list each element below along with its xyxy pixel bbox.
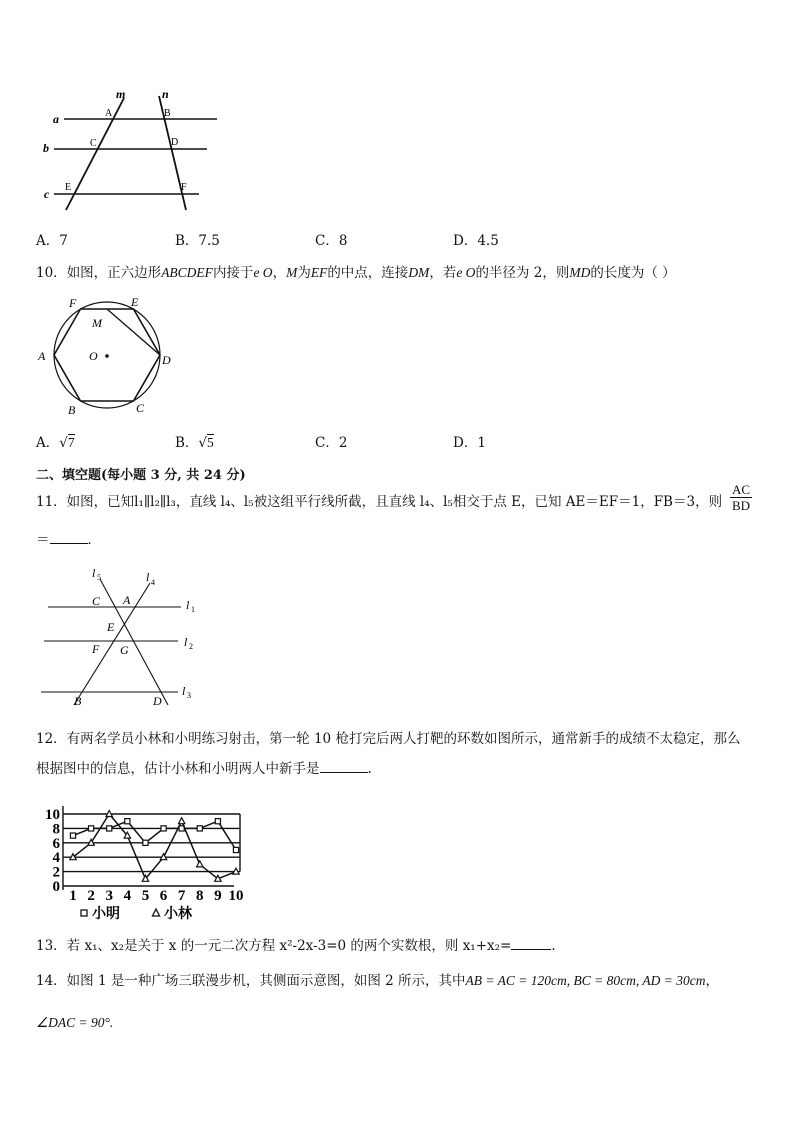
point-A: A (123, 593, 131, 607)
point-E: E (65, 182, 72, 193)
y-tick-label: 10 (45, 807, 60, 823)
legend-triangle-icon (153, 909, 160, 916)
q10-number: 10． (36, 265, 67, 281)
x-tick-label: 8 (196, 888, 204, 904)
center-dot-O (105, 354, 109, 358)
segment-DM (107, 309, 160, 355)
x-tick-label: 1 (69, 888, 77, 904)
label-a: a (53, 112, 59, 126)
label-b: b (43, 141, 49, 155)
point-marker-square (143, 840, 148, 845)
point-marker-square (107, 826, 112, 831)
point-B: B (74, 694, 82, 708)
q10-segment-DM: DM (408, 265, 430, 280)
q10-segment-MD: MD (569, 265, 591, 280)
q10-text-mid4: 的中点，连接 (327, 265, 409, 281)
point-marker-square (125, 819, 130, 824)
q12-answer-blank[interactable] (320, 760, 368, 773)
point-marker-square (89, 826, 94, 831)
q10-option-b-radicand: 5 (207, 435, 214, 450)
q10-option-a-radicand: 7 (67, 435, 75, 450)
q14-text: 14．如图 1 是一种广场三联漫步机，其侧面示意图，如图 2 所示，其中 (36, 973, 466, 989)
point-D: D (153, 694, 162, 708)
parallel-lines-figure-q11 (36, 563, 206, 713)
label-l5: l (92, 566, 96, 580)
q10-text-pre: 如图，正六边形 (66, 265, 162, 281)
x-tick-label: 3 (105, 888, 113, 904)
label-B: B (68, 403, 76, 417)
label-c: c (44, 187, 50, 201)
q14-question-text (36, 972, 719, 990)
hexagon-circle-figure-q10 (36, 294, 176, 418)
label-F: F (69, 296, 77, 310)
y-tick-label: 0 (52, 879, 60, 895)
point-marker-triangle (233, 868, 239, 874)
point-marker-square (70, 833, 75, 838)
q10-option-b[interactable] (175, 431, 214, 451)
sqrt-icon: √ (198, 435, 208, 451)
series-line-xiaoming (73, 821, 236, 850)
sqrt-icon: √ (59, 435, 68, 451)
q10-text-mid3: 为 (297, 265, 311, 281)
point-marker-square (161, 826, 166, 831)
q13-question-text (36, 937, 556, 955)
label-A: A (38, 349, 46, 363)
point-marker-triangle (197, 861, 203, 867)
q12-line2-text: 根据图中的信息，估计小林和小明两人中新手是 (36, 761, 320, 777)
q11-fraction (730, 482, 752, 513)
x-tick-label: 9 (214, 888, 222, 904)
q12-end: . (367, 761, 372, 777)
q11-end: ． (87, 532, 101, 548)
x-tick-label: 10 (228, 888, 244, 904)
x-tick-label: 5 (141, 888, 150, 904)
label-l3: l (182, 684, 186, 698)
q11-fraction-numerator: AC (732, 482, 751, 497)
q11-equals: ＝ (36, 532, 50, 548)
q10-text-end: 的长度为（ ） (590, 265, 676, 281)
point-marker-square (215, 819, 220, 824)
legend-label-xiaoming: 小明 (92, 907, 120, 922)
q10-segment-EF: EF (310, 265, 328, 280)
q13-text: 13．若 x₁、x₂是关于 x 的一元二次方程 x²-2x-3=0 的两个实数根，则 x₁+x₂= (36, 938, 512, 954)
label-m: m (116, 87, 126, 101)
y-tick-label: 2 (52, 864, 60, 881)
point-marker-square (197, 826, 202, 831)
point-marker-triangle (106, 811, 112, 817)
label-l1: l (186, 598, 190, 612)
label-l5-sub: 5 (97, 573, 101, 582)
x-tick-label: 2 (87, 888, 95, 904)
q12-question-line1: 12．有两名学员小林和小明练习射击，第一轮 10 枪打完后两人打靶的环数如图所示，通常新手的成绩不太稳定，那么 (36, 731, 741, 747)
q10-option-b-prefix: B． (175, 435, 199, 451)
q10-circle-symbol: e O (253, 265, 273, 280)
shooting-scores-chart (36, 796, 248, 926)
q9-option-d[interactable]: D．4.5 (453, 233, 499, 249)
point-G: G (120, 643, 129, 657)
label-l1-sub: 1 (191, 605, 195, 614)
label-D: D (162, 353, 171, 367)
point-B: B (164, 108, 171, 119)
q9-option-c[interactable]: C．8 (315, 233, 348, 249)
q10-text-mid1: 内接于 (212, 265, 254, 281)
y-tick-label: 4 (52, 850, 60, 867)
q10-text-mid2: ， (272, 265, 287, 281)
point-E: E (107, 620, 115, 634)
q10-text-mid6: 的半径为 2，则 (475, 265, 570, 281)
q14-angle: ∠DAC = 90°. (36, 1015, 114, 1030)
point-marker-square (233, 847, 238, 852)
legend-square-icon (81, 910, 87, 916)
q10-option-d[interactable]: D．1 (453, 435, 486, 451)
q10-option-a[interactable] (36, 431, 75, 451)
q11-question-text: 11．如图，已知l₁∥l₂∥l₃，直线 l₄、l₅被这组平行线所截，且直线 l₄、l₅相交于点 E，已知 AE＝EF＝1，FB＝3，则 (36, 494, 723, 510)
y-tick-label: 6 (52, 835, 60, 852)
q11-answer-line (36, 531, 101, 549)
parallel-lines-figure-q9 (36, 86, 226, 216)
q13-answer-blank[interactable] (511, 937, 551, 950)
q11-fraction-denominator: BD (732, 498, 751, 513)
label-l2: l (184, 635, 188, 649)
point-F: F (181, 182, 187, 193)
label-l3-sub: 3 (187, 691, 191, 700)
point-C: C (90, 138, 97, 149)
q14-math: AB = AC = 120cm, BC = 80cm, AD = 30cm (465, 973, 706, 988)
label-l4-sub: 4 (151, 578, 155, 587)
q13-end: . (551, 938, 556, 954)
label-C: C (136, 401, 145, 415)
q9-option-b[interactable]: B．7.5 (175, 233, 220, 249)
q14-comma: ， (705, 973, 719, 989)
x-tick-label: 4 (123, 888, 132, 904)
point-F: F (92, 642, 100, 656)
q11-answer-blank[interactable] (50, 531, 88, 544)
q10-hexagon-name: ABCDEF (161, 265, 213, 280)
label-n: n (162, 87, 169, 101)
label-E: E (131, 295, 139, 309)
point-D: D (171, 137, 179, 148)
legend-label-xiaolin: 小林 (164, 907, 192, 922)
label-O: O (89, 349, 98, 363)
q10-question-text (36, 264, 676, 282)
q10-option-a-prefix: A． (36, 435, 60, 451)
point-C: C (92, 594, 101, 608)
x-tick-label: 6 (159, 888, 168, 904)
q9-option-a[interactable]: A．7 (36, 233, 68, 249)
label-l4: l (146, 570, 150, 584)
line-l5 (100, 579, 168, 705)
label-l2-sub: 2 (189, 642, 193, 651)
q12-question-line2 (36, 760, 372, 778)
y-tick-label: 8 (52, 821, 60, 838)
q10-circle-symbol-2: e O (456, 265, 476, 280)
point-marker-triangle (160, 854, 166, 860)
q10-text-mid5: ，若 (429, 265, 457, 281)
point-A: A (105, 108, 113, 119)
q10-option-c[interactable]: C．2 (315, 435, 348, 451)
section-title-fill-in-blank: 二、填空题(每小题 3 分, 共 24 分) (36, 468, 246, 483)
x-tick-label: 7 (177, 888, 186, 904)
point-marker-triangle (178, 818, 184, 824)
label-M: M (92, 316, 102, 330)
q10-point-M: M (286, 265, 298, 280)
